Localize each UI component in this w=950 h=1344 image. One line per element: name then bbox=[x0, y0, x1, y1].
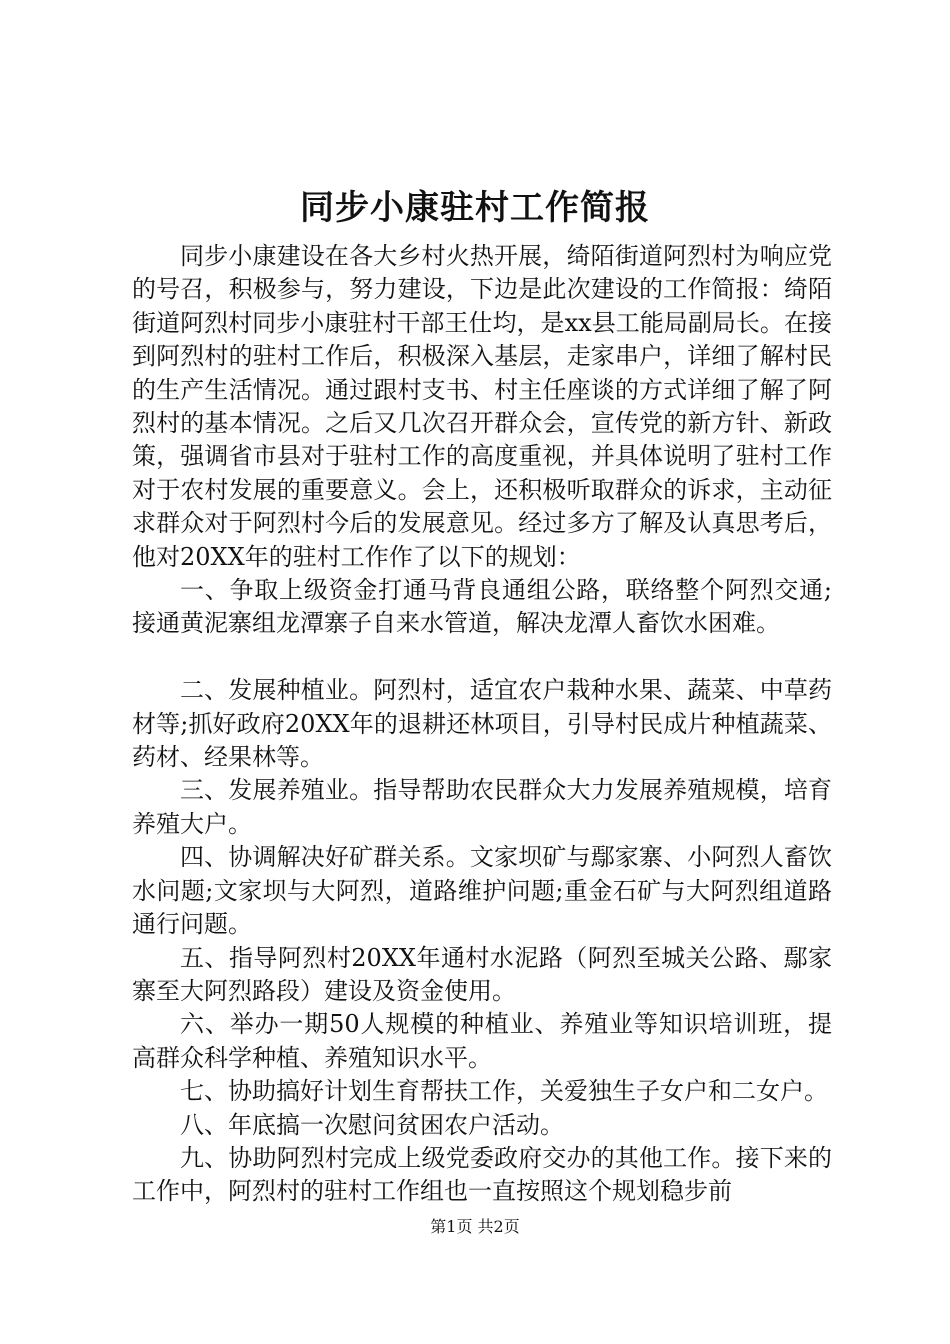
paragraph-item-8: 八、年底搞一次慰问贫困农户活动。 bbox=[180, 1110, 564, 1139]
paragraph-item-2: 二、发展种植业。阿烈村，适宜农户栽种水果、蔬菜、中草药材等;抓好政府20XX年的退耕还林项目，引导村民成片种植蔬菜、药材、经果林等。 bbox=[132, 676, 832, 772]
paragraph-item-6: 六、举办一期50人规模的种植业、养殖业等知识培训班，提高群众科学种植、养殖知识水平。 bbox=[132, 1010, 832, 1072]
document-body bbox=[132, 240, 832, 1209]
paragraph-item-5: 五、指导阿烈村20XX年通村水泥路（阿烈至城关公路、鄢家寨至大阿烈路段）建设及资金使用。 bbox=[132, 943, 832, 1005]
paragraph-item-1: 一、争取上级资金打通马背良通组公路，联络整个阿烈交通;接通黄泥寨组龙潭寨子自来水管道，解决龙潭人畜饮水困难。 bbox=[132, 576, 832, 638]
page-indicator: 第1页 共2页 bbox=[430, 1217, 520, 1236]
paragraph-item-7: 七、协助搞好计划生育帮扶工作，关爱独生子女户和二女户。 bbox=[180, 1077, 828, 1106]
blank-line bbox=[132, 641, 832, 674]
paragraph-item-4: 四、协调解决好矿群关系。文家坝矿与鄢家寨、小阿烈人畜饮水问题;文家坝与大阿烈，道路维护问题;重金石矿与大阿烈组道路通行问题。 bbox=[132, 843, 832, 939]
paragraph-item-9: 九、协助阿烈村完成上级党委政府交办的其他工作。接下来的工作中，阿烈村的驻村工作组也一直按照这个规划稳步前 bbox=[132, 1143, 832, 1206]
document-title: 同步小康驻村工作简报 bbox=[300, 188, 650, 228]
paragraph-item-3: 三、发展养殖业。指导帮助农民群众大力发展养殖规模，培育养殖大户。 bbox=[132, 776, 832, 838]
paragraph-intro: 同步小康建设在各大乡村火热开展，绮陌街道阿烈村为响应党的号召，积极参与，努力建设，下边是此次建设的工作简报：绮陌街道阿烈村同步小康驻村干部王仕均，是xx县工能局副局长。在接到阿烈村的驻村工作后，积极深入基层，走家串户，详细了解村民的生产生活情况。通过跟村支书、村主任座谈的方式详细了解了阿烈村的基本情况。之后又几次召开群众会，宣传党的新方针、新政策，强调省市县对于驻村工作的高度重视，并具体说明了驻村工作对于农村发展的重要意义。会上，还积极听取群众的诉求，主动征求群众对于阿烈村今后的发展意见。经过多方了解及认真思考后，他对20XX年的驻村工作作了以下的规划： bbox=[132, 242, 832, 571]
